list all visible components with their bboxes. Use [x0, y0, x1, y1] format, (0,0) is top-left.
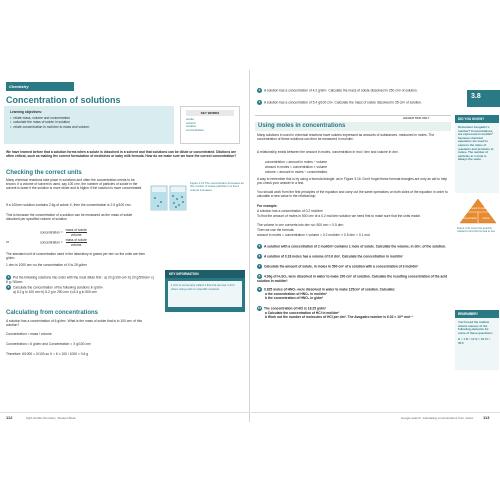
beakers-figure [150, 180, 188, 212]
key-information-box [165, 270, 245, 312]
example-4: Then we use the formula: [257, 228, 295, 232]
question-number: 1 [7, 275, 10, 279]
did-you-know-body: Remember Avogadro's number? Concentrations are expressed in mol/dm³ because chemical equations are used to express the ratios of reactants and products in moles. The number of particles in 1 mole is always the same. [458, 125, 494, 162]
question-number: 5 [258, 244, 261, 248]
triangle-caption: Figure 3.16 Cover the quantity needed to find the formula to use [457, 227, 495, 234]
question-part: a the concentration of HNO₃ in mol/dm³ [265, 292, 327, 296]
higher-tier-label: HIGHER TIER ONLY [403, 116, 430, 120]
did-you-know-box [455, 115, 499, 193]
question-1: 1 Put the following solutions into order with the most dilute first : a) 20 g/100 cm³ b) 20 g/500cm³ c) 8 g / 50cm³ [6, 275, 154, 284]
key-information-heading: KEY INFORMATION [165, 270, 245, 278]
key-word: concentration [186, 127, 205, 132]
formula-triangle-figure [459, 198, 497, 224]
formula-2: concentration = mass of solute volume [40, 238, 87, 248]
moles-p2: A relationship exists between the amount in moles, concentration in mol / dm³ and volume in dm³. [257, 150, 399, 154]
example-1: A solution has a concentration of 0.2 mol/dm³ [257, 209, 323, 213]
question-number: 7 [258, 264, 261, 268]
question-9: 9 0.825 moles of HNO₃ were dissolved in water to make 125cm³ of solution. Calculate: a the concentration of HNO₃ in mol/dm³ b the concentration of HNO₃ in g/dm³ [257, 287, 453, 300]
calc-line-1: Concentration = mass / volume [6, 332, 52, 336]
calc-line-2: Concentration = 6 g/dm³ and Concentration = X g/100 cm³ [6, 342, 91, 346]
checking-p1: Many chemical reactions take place in solutions and often the concentration needs to be known. If a volume of solvent is used, say 100 cm³, the number of particles of solute in the solvent is lower if the solution is more dilute and is higher if the solution is more concentrated. [6, 178, 143, 191]
intro-paragraph: We have learned before that a solution forms when a solute is dissolved in a solvent and that solutions can be dilute or concentrated. Dilutions are often critical, such as making the correct formulation of medicines or baby milk formula. How do we make sure we have the correct concentration? [6, 150, 237, 159]
page-title: Concentration of solutions [6, 95, 121, 105]
section-tag: Chemistry [6, 82, 74, 91]
question-8: 8 4.90g of H₂SO₄ were dissolved in water to make 200 cm³ of solution. Calculate the resulting concentration of the acid solution in mol/dm³. [257, 274, 448, 283]
moles-p1: Many solutions in used in chemical reactions have solutes expressed as amounts of substances, measured in moles. The concentration of these solutions can then be measured in mol/dm³ [257, 133, 435, 142]
remember-box [455, 310, 499, 370]
question-number: 6 [258, 254, 261, 258]
objective-item: • calculate the mass of solute in solution [10, 120, 168, 124]
figure-caption: Figure 1.15 The concentration increases as the number of solute particles in a fixed volume increases. [190, 181, 244, 192]
question-number: 3 [258, 88, 261, 92]
checking-p2: If a 100cm³ solution contains 2.5g of solute X, then the concentration is 2.5 g/100 cm³. [6, 203, 132, 207]
example-label: For example: [257, 204, 278, 208]
question-number: 2 [7, 285, 10, 289]
moles-heading-box [255, 122, 451, 131]
question-10: 10 The concentration of HCl is 18.25 g/dm³ a Calculate the concentration of HCl in mol/dm³ b Work out the number of molecules of HCl per dm³. The Avogadro number is 6.02 × 10²³ mol⁻¹ [257, 306, 453, 319]
question-number: 8 [258, 274, 261, 278]
moles-heading: Using moles in concentrations [258, 123, 346, 129]
objective-item: • relate concentration in mol/dm³ to mass and volume. [10, 125, 168, 129]
question-number: 9 [258, 287, 261, 291]
question-number: 4 [258, 100, 261, 104]
remember-values: H = 1 N = 14 O = 16 Cl = 35.5 [458, 337, 491, 345]
question-4: 4 A solution has a concentration of 5.4 g/100 cm³. Calculate the mass of solute dissolved in 35 cm³ of solution. [258, 100, 422, 105]
calc-heading: Calculating from concentrations [6, 310, 99, 316]
key-word: solute [186, 117, 195, 121]
key-word: solution [186, 124, 197, 129]
calc-line-3: Therefore: 6/1000 = X/100 so X = 6 × 100 / 1000 = 0.6 g [6, 352, 89, 356]
moles-f2: amount in moles = concentration × volume [265, 165, 328, 169]
example-5: amount in moles = concentration × volume = 0.2 mol/dm³ × 0.5 dm³ = 0.1 mol [257, 233, 370, 237]
key-words-heading: KEY WORDS [186, 110, 234, 116]
objective-item: • relate mass, volume and concentration [10, 116, 168, 120]
page-number: 113 [483, 415, 490, 420]
footer-text: AQA GCSE Chemistry: Student Book [26, 416, 76, 420]
section-tab: 3.8 [467, 90, 500, 107]
page-number: 112 [6, 415, 13, 420]
calc-p1: A solution has a concentration of 6 g/dm³. What is the mass of solute that is in 100 cm³ of this solution? [6, 319, 142, 328]
remember-heading: REMEMBER! [455, 310, 499, 318]
question-part: b the concentration of HNO₃ in g/dm³ [265, 296, 324, 301]
question-3: 3 A solution has a concentration of 4.2 g/dm³. Calculate the mass of solute dissolved in 250 cm³ of solution. [258, 88, 418, 93]
triangle-top-label: amount in moles [468, 207, 488, 210]
moles-p3: A way to remember this is by using a formula triangle, as in Figure 3.16. Don't forget these formula triangles are only an aid to help you check your answer in a test. [257, 177, 448, 186]
remember-body: You'll need the relative atomic masses of the following elements for some of these questions: [458, 320, 493, 335]
moles-p4: You should work from the first principles of the equation and carry out the same operations on both sides of the equation in order to calculate a new value in the relationship. [257, 190, 448, 199]
right-footer [251, 412, 500, 422]
question-2: 2 Calculate the concentration of the following solutions in g/dm³. a) 5.2 g in 100 cm³ b) 5.2 g in 250 cm³ c) 6.4 g in 500 cm³ [7, 285, 104, 294]
key-words-box [180, 106, 240, 144]
question-6: 6 A solution of 0.18 moles has a volume of 0.6 dm³. Calculate the concentration in mol/dm³ [258, 254, 403, 259]
or-label: or [6, 240, 9, 244]
triangle-left-label: concentration [463, 218, 477, 220]
left-page [0, 70, 250, 422]
formula-1: concentration = mass of solute volume [40, 228, 87, 238]
question-5: 5 A solution with a concentration of 2 mol/dm³ contains 1 mole of solute. Calculate the volume, in dm³, of the solution. [258, 244, 446, 249]
checking-p4: The standard unit of concentration used in the laboratory is grams per dm³ so the units are then g/dm³. [6, 252, 146, 261]
checking-p5: 1 dm³ is 1000 cm³ so the concentration of X is 25 g/dm³ [6, 263, 87, 267]
question-number: 10 [257, 306, 262, 310]
key-word: solvent [186, 120, 196, 125]
triangle-right-label: volume [482, 218, 490, 220]
question-part: a Calculate the concentration of HCl in mol/dm³ [265, 311, 340, 315]
moles-f3: volume = amount in moles ÷ concentration. [265, 170, 328, 174]
right-page [251, 70, 500, 422]
example-2: To find the amount of moles in 500 cm³ of a 0.2 mol/dm³ solution we need first to make sure that the units match. [257, 214, 422, 218]
question-part: b Work out the number of molecules of HCl per dm³. The Avogadro number is 6.02 × 10²³ mol⁻¹ [265, 315, 413, 320]
key-information-body: 1 dm³ is commonly called 1 litre but we use 1 dm³ when using units in scientific contexts. [168, 281, 242, 307]
did-you-know-heading: DID YOU KNOW? [455, 115, 499, 123]
learning-objectives-heading: Learning objectives: [10, 110, 43, 114]
checking-heading: Checking the correct units [6, 170, 82, 176]
moles-f1: concentration = amount in moles ÷ volume [265, 160, 328, 164]
learning-objectives-box [4, 106, 174, 144]
example-3: The volume in cm³ converts into dm³ so: 500 cm³ = 0.5 dm³. [257, 223, 345, 227]
question-7: 7 Calculate the amount of solute, in moles in 500 cm³ of a solution with a concentration of 3 mol/dm³ [258, 264, 419, 269]
left-footer [0, 412, 249, 422]
footer-text: Google search: 'calculating concentrations from moles' [401, 416, 474, 420]
checking-p3: This is because the concentration of a solution can be measured as the mass of solute dissolved per specified volume of solution [6, 213, 133, 222]
